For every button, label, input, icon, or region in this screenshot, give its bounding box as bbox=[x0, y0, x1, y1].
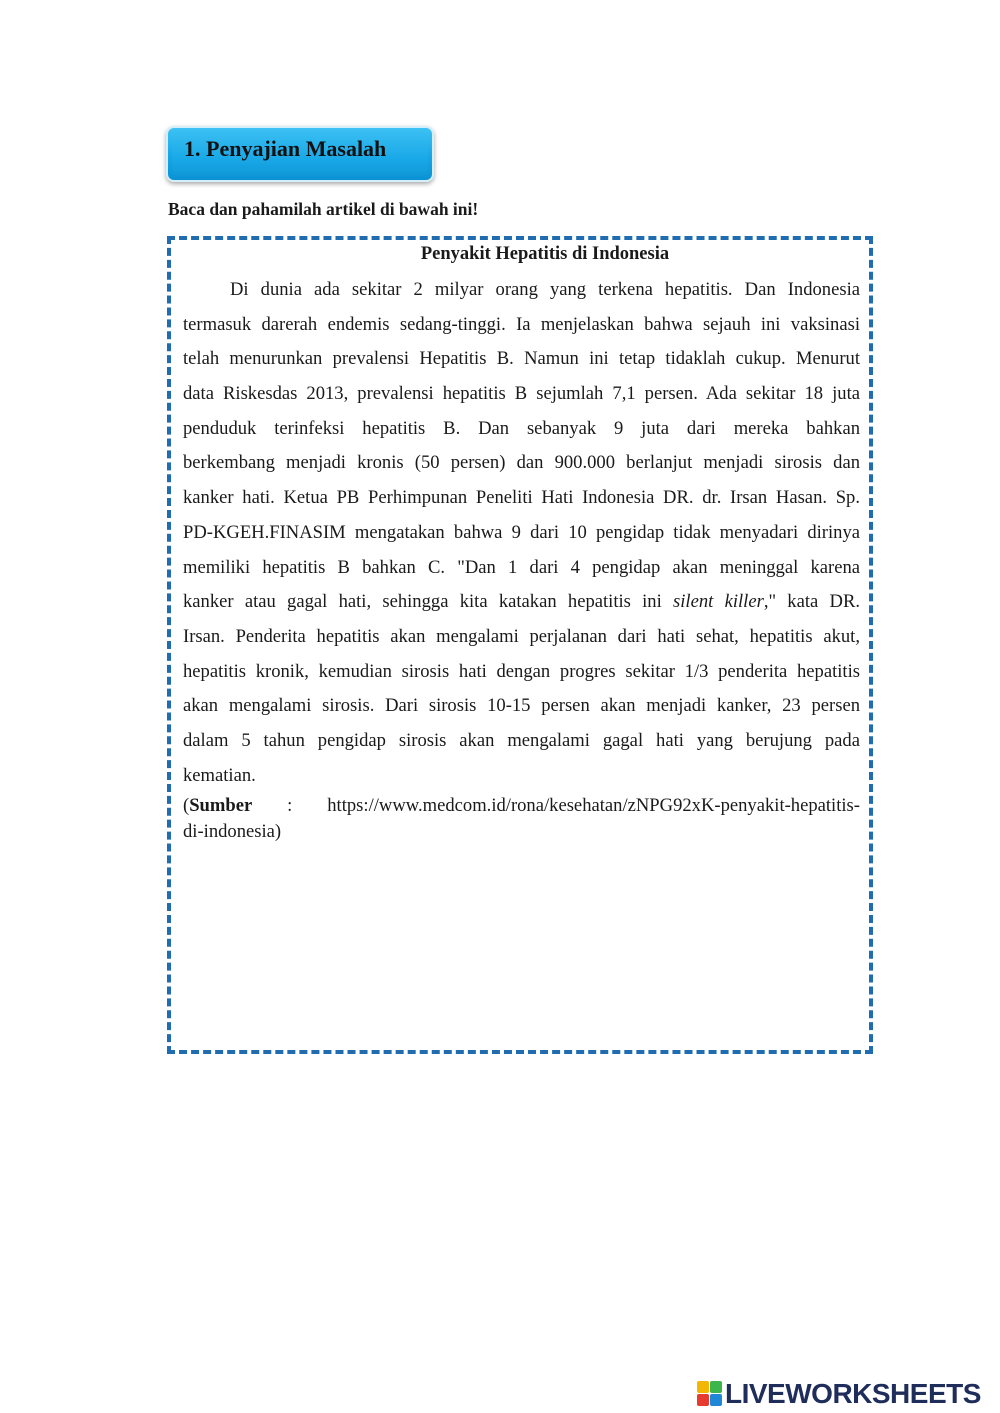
section-number: 1. bbox=[184, 136, 201, 161]
article-line-post: ," kata DR. bbox=[763, 591, 860, 613]
liveworksheets-brand: LIVEWORKSHEETS bbox=[725, 1378, 981, 1409]
article-line-italic bbox=[183, 585, 860, 620]
article-body bbox=[183, 273, 860, 845]
article-line: akan mengalami sirosis. Dari sirosis 10-15 persen akan menjadi kanker, 23 persen bbox=[183, 695, 860, 717]
liveworksheets-logo bbox=[697, 1380, 981, 1408]
instruction-text: Baca dan pahamilah artikel di bawah ini! bbox=[168, 199, 479, 219]
article-line: berkembang menjadi kronis (50 persen) dan 900.000 berlanjut menjadi sirosis dan bbox=[183, 452, 860, 474]
source-url-part2[interactable]: di-indonesia) bbox=[183, 821, 282, 843]
article-line: hepatitis kronik, kemudian sirosis hati dengan progres sekitar 1/3 penderita hepatitis bbox=[183, 660, 860, 682]
section-title-text: Penyajian Masalah bbox=[206, 136, 387, 161]
source-url-part1[interactable]: : https://www.medcom.id/rona/kesehatan/zNPG92xK-penyakit-hepatitis- bbox=[252, 795, 860, 817]
article-line: dalam 5 tahun pengidap sirosis akan mengalami gagal hati yang berujung pada bbox=[183, 729, 860, 751]
source-label: Sumber bbox=[189, 795, 253, 817]
article-line: data Riskesdas 2013, prevalensi hepatitis B sejumlah 7,1 persen. Ada sekitar 18 juta bbox=[183, 383, 860, 405]
article-line-pre: kanker atau gagal hati, sehingga kita katakan hepatitis ini bbox=[183, 591, 662, 613]
article-line: kanker hati. Ketua PB Perhimpunan Peneliti Hati Indonesia DR. dr. Irsan Hasan. Sp. bbox=[183, 487, 860, 509]
source-citation bbox=[183, 793, 860, 845]
article-line: penduduk terinfeksi hepatitis B. Dan sebanyak 9 juta dari mereka bahkan bbox=[183, 417, 860, 439]
article-line: kematian. bbox=[183, 764, 256, 786]
article-line: memiliki hepatitis B bahkan C. "Dan 1 dari 4 pengidap akan meninggal karena bbox=[183, 556, 860, 578]
article-title: Penyakit Hepatitis di Indonesia bbox=[420, 244, 670, 264]
article-line: Di dunia ada sekitar 2 milyar orang yang terkena hepatitis. Dan Indonesia bbox=[230, 279, 860, 300]
source-line-1: (Sumber : https://www.medcom.id/rona/kesehatan/zNPG92xK-penyakit-hepatitis- bbox=[183, 795, 860, 817]
article-line: Irsan. Penderita hepatitis akan mengalami perjalanan dari hati sehat, hepatitis akut, bbox=[183, 625, 860, 647]
section-title bbox=[184, 136, 386, 162]
liveworksheets-logo-icon bbox=[697, 1381, 723, 1407]
article-line: PD-KGEH.FINASIM mengatakan bahwa 9 dari 10 pengidap tidak menyadari dirinya bbox=[183, 521, 860, 543]
article-line: telah menurunkan prevalensi Hepatitis B. Namun ini tetap tidaklah cukup. Menurut bbox=[183, 348, 860, 370]
italic-phrase: silent killer bbox=[673, 591, 764, 613]
article-line: termasuk darerah endemis sedang-tinggi. Ia menjelaskan bahwa sejauh ini vaksinasi bbox=[183, 313, 860, 335]
